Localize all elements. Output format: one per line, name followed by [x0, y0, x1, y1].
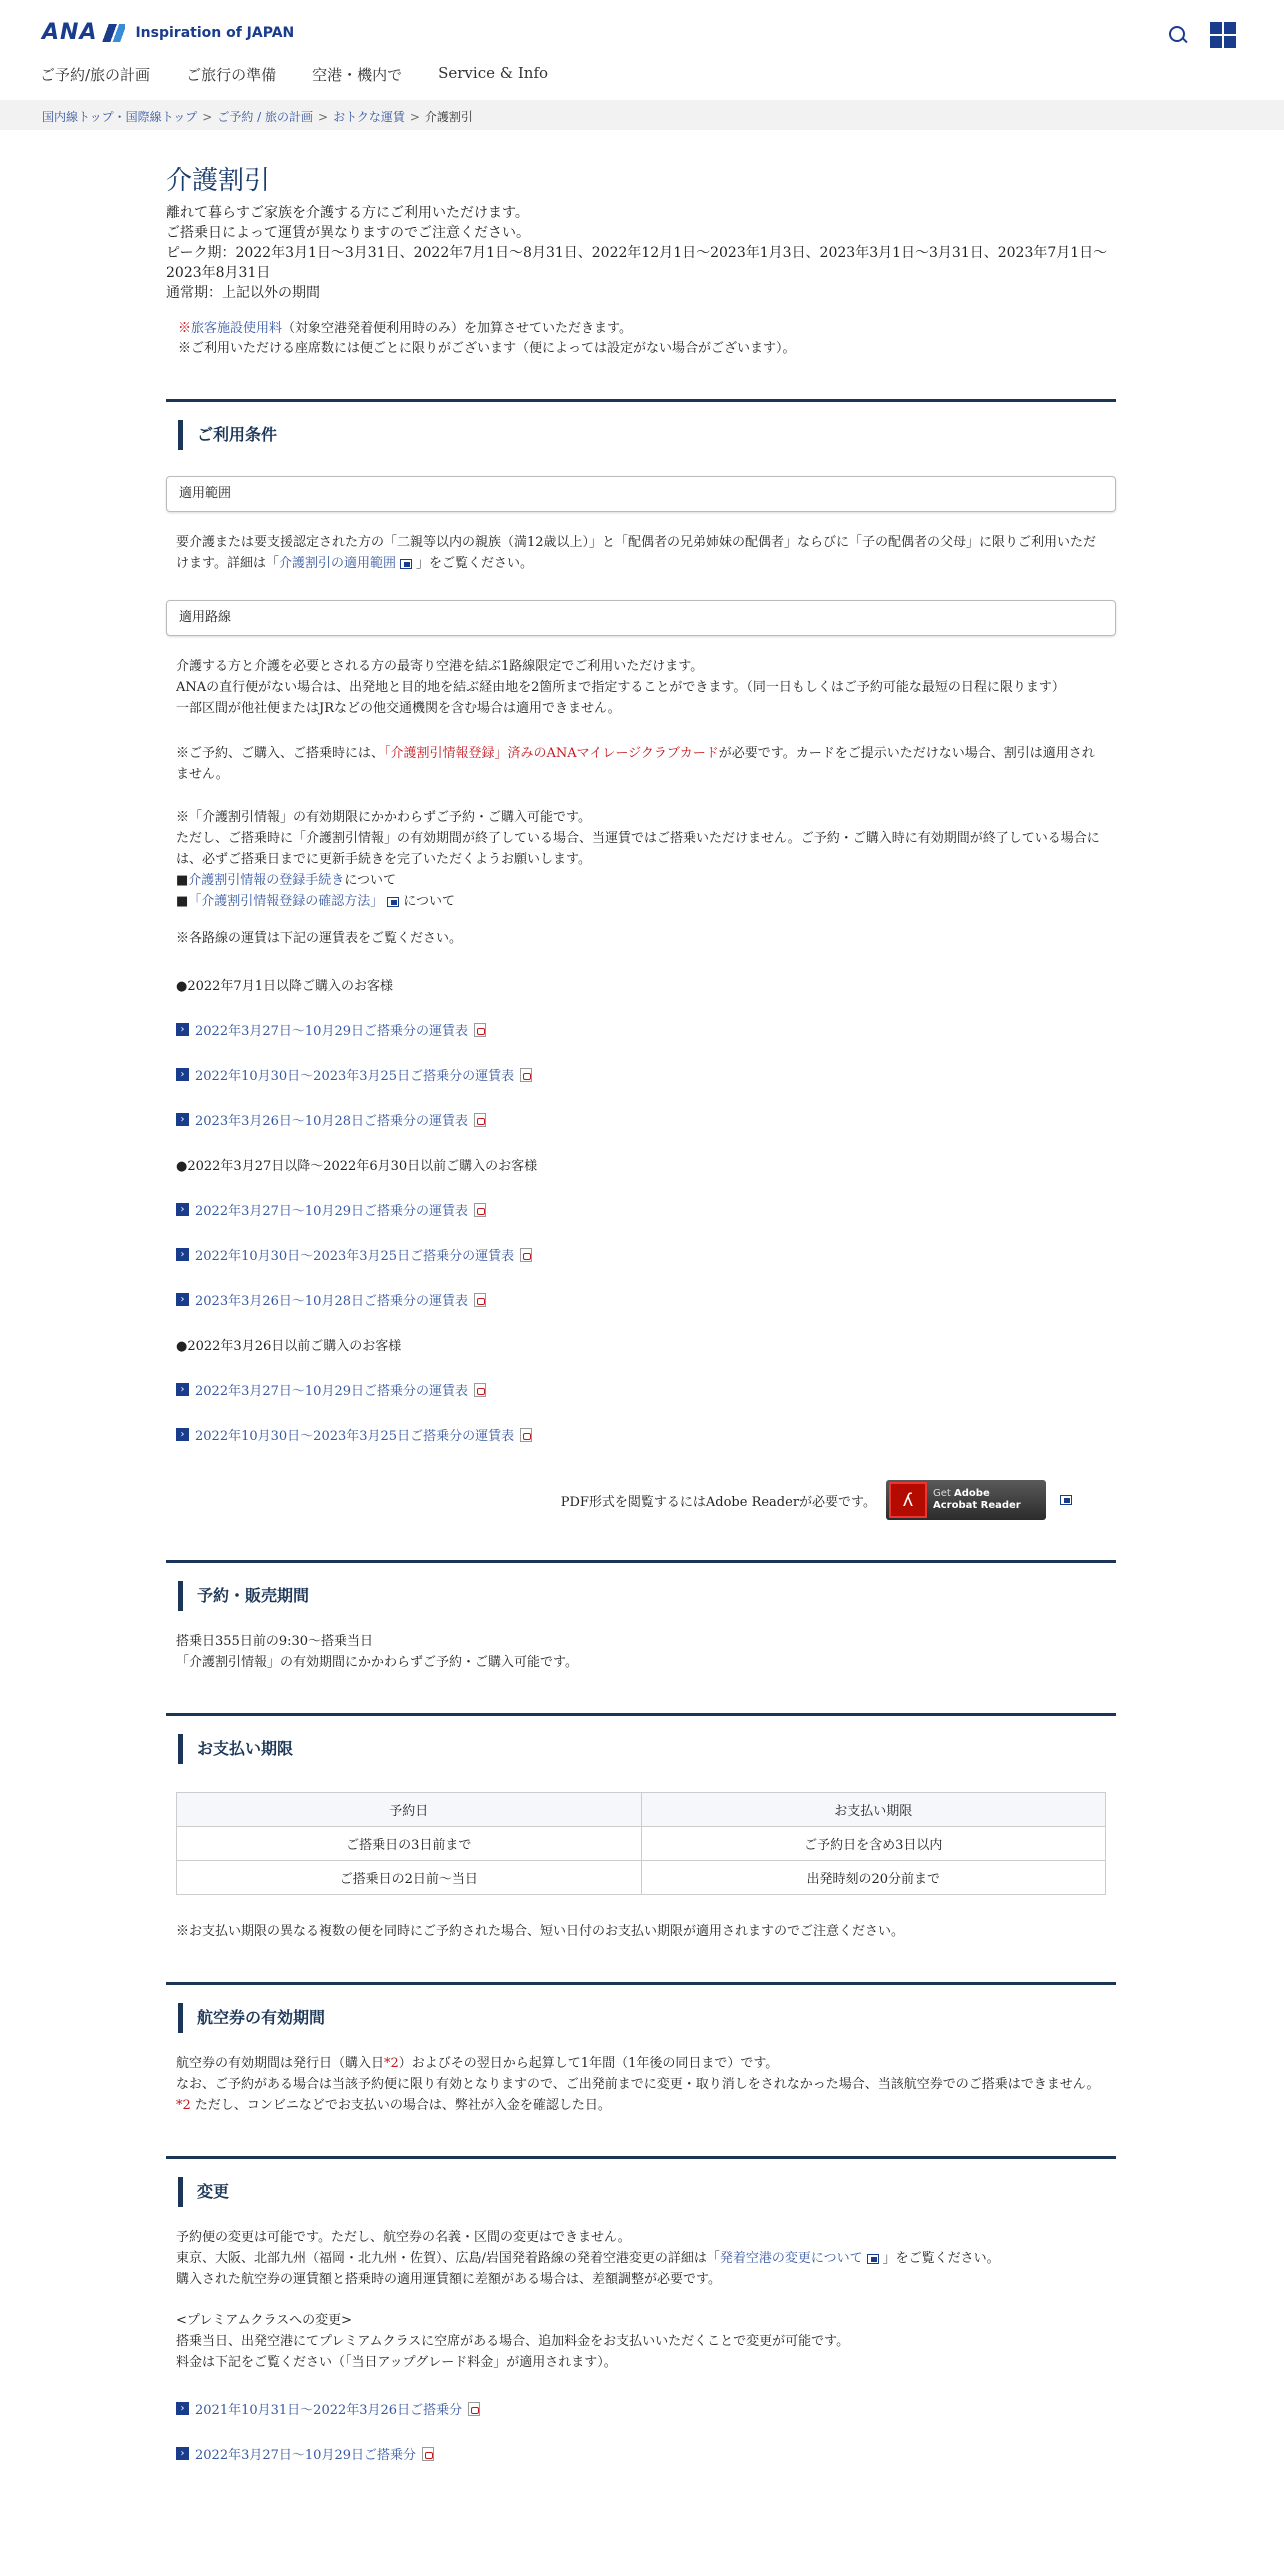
nav-item-service-info[interactable]: Service & Info [438, 64, 549, 82]
payment-note: ※お支払い期限の異なる複数の便を同時にご予約された場合、短い日付のお支払い期限が適用されますのでご注意ください。 [176, 1924, 905, 1939]
intro-line: ご搭乗日によって運賃が異なりますのでご注意ください。 [166, 225, 530, 241]
change-text: 予約便の変更は可能です。ただし、航空券の名義・区間の変更はできません。 東京、大阪、北部九州（福岡・北九州・佐賀）、広島/岩国発着路線の発着空港変更の詳細は「発着空港の変更について 」をご覧ください。 購入された航空券の運賃額と搭乗時の適用運賃額に差額がある場合は、差額調整が必要です。 [176, 2230, 1000, 2287]
route-text: 介護する方と介護を必要とされる方の最寄り空港を結ぶ1路線限定でご利用いただけます。 ANAの直行便がない場合は、出発地と目的地を結ぶ経由地を2箇所まで指定することができます。（同一日もしくはご予約可能な最短の日程に限ります） 一部区間が他社便またはJRなどの他交通機関を含む場合は適用できません。 [176, 659, 1065, 716]
pdf-icon [468, 2402, 480, 2416]
main-content [166, 160, 1116, 2463]
ticket-text: 航空券の有効期間は発行日（購入日*2）およびその翌日から起算して1年間（1年後の同日まで）です。 なお、ご予約がある場合は当該予約便に限り有効となりますので、ご出発前までに変更・取り消しをされなかった場合、当該航空券でのご搭乗はできません。 *2 ただし、コンビニなどでお支払いの場合は、弊社が入金を確認した日。 [176, 2056, 1100, 2113]
breadcrumb: 国内線トップ・国際線トップ > ご予約 / 旅の計画 > おトクな運賃 > 介護割引 [0, 100, 1284, 130]
external-window-icon [400, 559, 412, 569]
section-title: 変更 [178, 2177, 1116, 2207]
pdf-icon [474, 1023, 486, 1037]
arrow-icon: › [176, 1023, 189, 1036]
fare-table-link[interactable]: › 2022年10月30日～2023年3月25日ご搭乗分の運賃表 [176, 1245, 1116, 1264]
section-title: お支払い期限 [178, 1734, 1116, 1764]
payment-table [176, 1792, 1106, 1895]
intro-peak-period: ピーク期：2022年3月1日～3月31日、2022年7月1日～8月31日、2022年12月1日～2023年1月3日、2023年3月1日～3月31日、2023年7月1日～2023年8月31日 [166, 245, 1108, 281]
table-header: 予約日 [177, 1793, 642, 1827]
search-icon[interactable] [1168, 25, 1188, 45]
validity-note: ※「介護割引情報」の有効期限にかかわらずご予約・ご購入可能です。 ただし、ご搭乗時に「介護割引情報」の有効期間が終了している場合、当運賃ではご搭乗いただけません。ご予約・ご購入時に有効期間が終了している場合には、必ずご搭乗日までに更新手続きを完了いただくようお願いします。 ■介護割引情報の登録手続きについて ■「介護割引情報登録の確認方法」 について [176, 810, 1100, 909]
arrow-icon: › [176, 1068, 189, 1081]
fare-note: ※各路線の運賃は下記の運賃表をご覧ください。 [176, 931, 463, 946]
breadcrumb-top[interactable]: 国内線トップ・国際線トップ [42, 110, 198, 124]
airport-change-link[interactable]: 発着空港の変更について [719, 2251, 863, 2266]
logo-text: Inspiration of JAPAN [135, 24, 295, 41]
scope-link[interactable]: 介護割引の適用範囲 [278, 556, 396, 571]
section-title: 航空券の有効期間 [178, 2003, 1116, 2033]
group-head: ●2022年3月26日以前ご購入のお客様 [176, 1339, 402, 1354]
global-nav [40, 64, 548, 85]
card-note: ※ご予約、ご購入、ご搭乗時には、「介護割引情報登録」済みのANAマイレージクラブカードが必要です。カードをご提示いただけない場合、割引は適用されません。 [176, 746, 1095, 782]
group-head: ●2022年7月1日以降ご購入のお客様 [176, 979, 393, 994]
external-window-icon [387, 897, 399, 907]
adobe-note: PDF形式を閲覧するにはAdobe Readerが必要です。 [560, 1494, 876, 1510]
arrow-icon: › [176, 1293, 189, 1306]
intro [166, 203, 1116, 303]
pdf-icon [474, 1383, 486, 1397]
pdf-icon [474, 1113, 486, 1127]
arrow-icon: › [176, 1248, 189, 1261]
nav-item-airport[interactable]: 空港・機内で [312, 66, 403, 84]
ticket-section [166, 1982, 1116, 2116]
nav-item-preparation[interactable]: ご旅行の準備 [186, 66, 277, 84]
acrobat-icon: ʎ [889, 1482, 927, 1518]
pdf-icon [520, 1248, 532, 1262]
section-title: ご利用条件 [178, 420, 1116, 450]
group-head: ●2022年3月27日以降～2022年6月30日以前ご購入のお客様 [176, 1159, 538, 1174]
table-row: ご搭乗日の3日前まで ご予約日を含め3日以内 [177, 1827, 1106, 1861]
menu-grid-icon[interactable] [1210, 22, 1236, 48]
pdf-icon [422, 2447, 434, 2461]
booking-text: 搭乗日355日前の9:30～搭乗当日 「介護割引情報」の有効期間にかかわらずご予約・ご購入可能です。 [176, 1634, 578, 1670]
arrow-icon: › [176, 1383, 189, 1396]
arrow-icon: › [176, 2447, 189, 2460]
arrow-icon: › [176, 1428, 189, 1441]
conditions-section [166, 399, 1116, 1520]
arrow-icon: › [176, 2402, 189, 2415]
ana-logo[interactable] [42, 20, 294, 45]
scope-text: 要介護または要支援認定された方の「二親等以内の親族（満12歳以上）」と「配偶者の兄弟姉妹の配偶者」ならびに「子の配偶者の父母」に限りご利用いただけます。詳細は「介護割引の適用範囲 」をご覧ください。 [176, 535, 1097, 571]
facility-fee-link[interactable]: 旅客施設使用料 [191, 321, 283, 336]
premium-text: <プレミアムクラスへの変更> 搭乗当日、出発空港にてプレミアムクラスに空席がある場合、追加料金をお支払いいただくことで変更が可能です。 料金は下記をご覧ください（「当日アップグレード料金」が適用されます）。 [176, 2313, 850, 2370]
confirm-method-link[interactable]: 「介護割引情報登録の確認方法」 [188, 894, 384, 909]
external-window-icon [1060, 1495, 1072, 1505]
fare-table-link[interactable]: › 2022年3月27日～10月29日ご搭乗分の運賃表 [176, 1380, 1116, 1399]
arrow-icon: › [176, 1113, 189, 1126]
seat-note: ※ご利用いただける座席数には便ごとに限りがございます（便によっては設定がない場合がございます）。 [178, 341, 796, 356]
table-row: ご搭乗日の2日前～当日 出発時刻の20分前まで [177, 1861, 1106, 1895]
get-adobe-reader-button[interactable]: ʎ Get Adobe Acrobat Reader [886, 1480, 1046, 1520]
logo-mark: ANA [42, 20, 125, 45]
intro-line: 離れて暮らすご家族を介護する方にご利用いただけます。 [166, 205, 529, 221]
route-box: 適用路線 [166, 600, 1116, 636]
table-header: お支払い期限 [641, 1793, 1106, 1827]
pdf-icon [474, 1203, 486, 1217]
scope-box: 適用範囲 [166, 476, 1116, 512]
external-window-icon [867, 2254, 879, 2264]
fare-table-link[interactable]: › 2023年3月26日～10月28日ご搭乗分の運賃表 [176, 1290, 1116, 1309]
breadcrumb-booking[interactable]: ご予約 / 旅の計画 [217, 110, 314, 124]
fare-table-link[interactable]: › 2023年3月26日～10月28日ご搭乗分の運賃表 [176, 1110, 1116, 1129]
upgrade-fare-link[interactable]: › 2022年3月27日～10月29日ご搭乗分 [176, 2444, 1116, 2463]
change-section [166, 2156, 1116, 2463]
fare-table-link[interactable]: › 2022年3月27日～10月29日ご搭乗分の運賃表 [176, 1200, 1116, 1219]
breadcrumb-fares[interactable]: おトクな運賃 [333, 110, 405, 124]
arrow-icon: › [176, 1203, 189, 1216]
fare-table-link[interactable]: › 2022年10月30日～2023年3月25日ご搭乗分の運賃表 [176, 1425, 1116, 1444]
pdf-icon [520, 1068, 532, 1082]
booking-section [166, 1560, 1116, 1673]
adobe-reader-row [166, 1480, 1076, 1520]
fare-table-link[interactable]: › 2022年10月30日～2023年3月25日ご搭乗分の運賃表 [176, 1065, 1116, 1084]
notes: ※旅客施設使用料（対象空港発着便利用時のみ）を加算させていただきます。 ※ご利用いただける座席数には便ごとに限りがございます（便によっては設定がない場合がございます）。 [178, 319, 1116, 359]
site-header [0, 0, 1284, 100]
payment-section [166, 1713, 1116, 1942]
breadcrumb-current: 介護割引 [424, 110, 473, 124]
pdf-icon [520, 1428, 532, 1442]
pdf-icon [474, 1293, 486, 1307]
intro-normal-period: 通常期：上記以外の期間 [166, 285, 320, 301]
fare-table-link[interactable]: › 2022年3月27日～10月29日ご搭乗分の運賃表 [176, 1020, 1116, 1039]
registration-link[interactable]: 介護割引情報の登録手続き [188, 873, 345, 888]
upgrade-fare-link[interactable]: › 2021年10月31日～2022年3月26日ご搭乗分 [176, 2399, 1116, 2418]
section-title: 予約・販売期間 [178, 1581, 1116, 1611]
nav-item-booking[interactable]: ご予約/旅の計画 [40, 66, 151, 84]
page-title: 介護割引 [166, 166, 271, 196]
logo-stripe-icon [99, 24, 125, 42]
